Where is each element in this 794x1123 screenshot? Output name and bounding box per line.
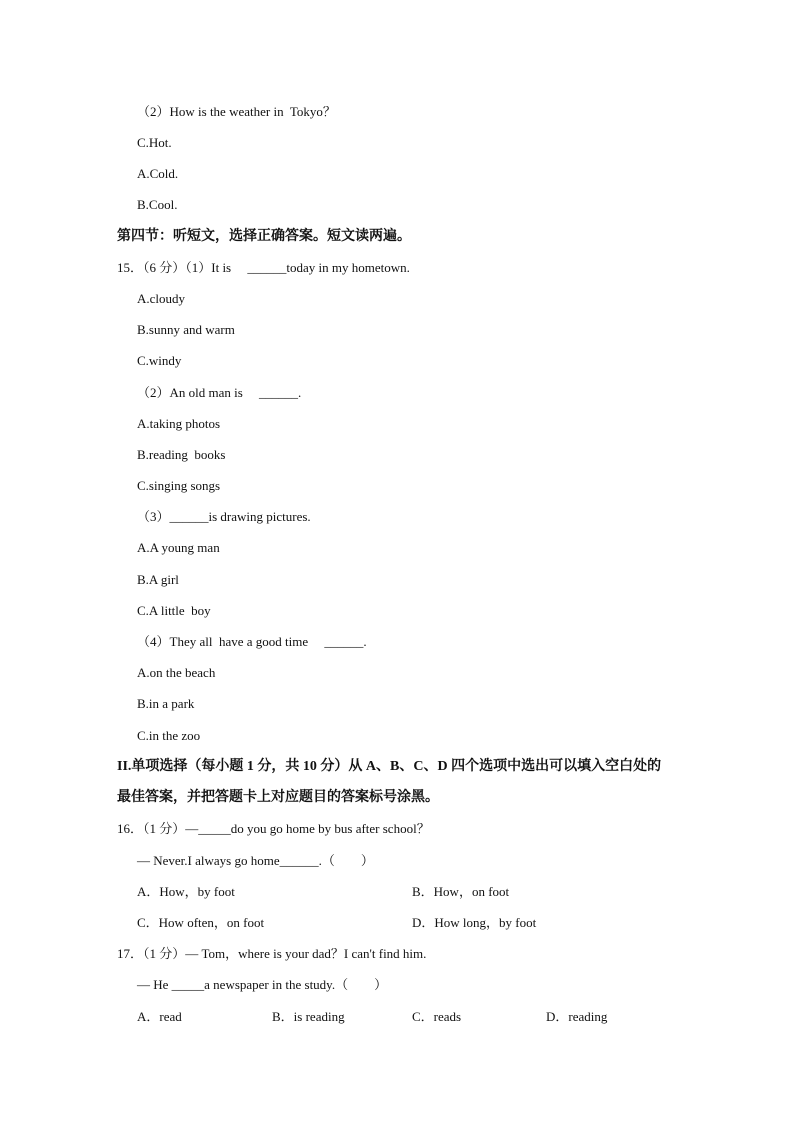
option-a: A.Cold.: [137, 166, 179, 181]
option-a: A.A young man: [137, 540, 220, 555]
option-d: D．How long，by foot: [412, 915, 537, 930]
option-a: A．How，by foot: [137, 884, 235, 899]
option-d: D．reading: [546, 1009, 608, 1024]
option-c: C.in the zoo: [137, 728, 201, 743]
question-16-reply: — Never.I always go home______.（ ）: [137, 853, 374, 868]
option-b: B.in a park: [137, 696, 195, 711]
question-17: 17．（1 分）— Tom，where is your dad？I can't find him.: [117, 946, 427, 961]
option-b: B.A girl: [137, 572, 179, 587]
option-a: A.on the beach: [137, 665, 216, 680]
option-b: B．How，on foot: [412, 884, 510, 899]
question-15-1: 15．（6 分）（1）It is ______today in my hometown.: [117, 260, 410, 275]
option-c: C.Hot.: [137, 135, 172, 150]
option-a: A.taking photos: [137, 416, 221, 431]
question-15-3: （3）______is drawing pictures.: [137, 509, 311, 524]
option-c: C.singing songs: [137, 478, 221, 493]
option-c: C.windy: [137, 353, 182, 368]
part-2-heading: II.单项选择（每小题 1 分，共 10 分）从 A、B、C、D 四个选项中选出可以填入空白处的: [117, 759, 662, 774]
part-2-heading-cont: 最佳答案，并把答题卡上对应题目的答案标号涂黑。: [117, 790, 439, 805]
option-b: B.Cool.: [137, 197, 178, 212]
option-a: A.cloudy: [137, 291, 186, 306]
question-17-reply: — He _____a newspaper in the study.（ ）: [137, 977, 388, 992]
question-16: 16．（1 分）—_____do you go home by bus after school？: [117, 821, 430, 836]
option-c: C．How often，on foot: [137, 915, 265, 930]
option-a: A．read: [137, 1009, 182, 1024]
question-14-2: （2）How is the weather in Tokyo？: [137, 104, 336, 119]
question-15-4: （4）They all have a good time ______.: [137, 634, 367, 649]
section-4-heading: 第四节：听短文，选择正确答案。短文读两遍。: [117, 229, 411, 244]
option-b: B.reading books: [137, 447, 226, 462]
option-c: C．reads: [412, 1009, 462, 1024]
option-c: C.A little boy: [137, 603, 211, 618]
question-15-2: （2）An old man is ______.: [137, 385, 302, 400]
option-b: B.sunny and warm: [137, 322, 235, 337]
option-b: B．is reading: [272, 1009, 345, 1024]
